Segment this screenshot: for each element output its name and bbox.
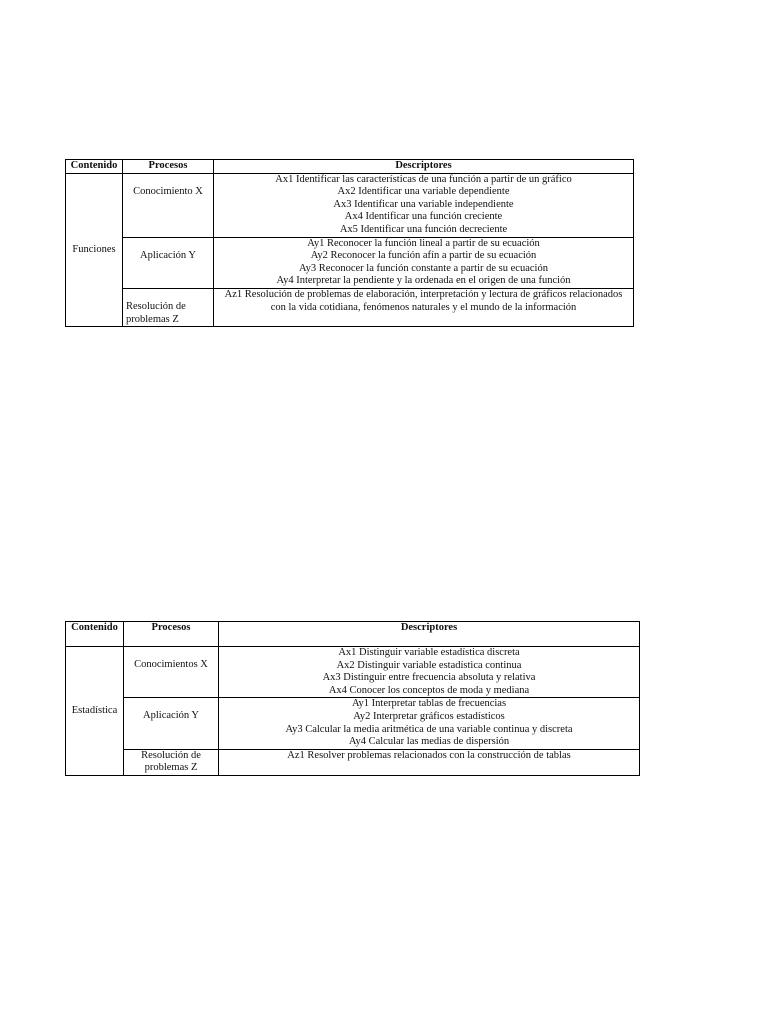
descriptor-item: Ax1 Distinguir variable estadística discreta — [338, 647, 520, 658]
table-row — [66, 173, 634, 237]
table-row — [66, 647, 640, 698]
descriptor-item: Ay3 Reconocer la función constante a partir de su ecuación — [299, 262, 548, 274]
proceso-cell: Resolución de problemas Z — [124, 749, 219, 775]
descriptores-cell — [219, 749, 640, 775]
descriptores-cell — [214, 173, 634, 237]
descriptor-item: Ax1 Identificar las características de una función a partir de un gráfico — [275, 173, 572, 185]
table-row — [66, 237, 634, 288]
descriptor-item: Ax2 Identificar una variable dependiente — [337, 186, 510, 198]
descriptor-item: Az1 Resolución de problemas de elaboración, interpretación y lectura de gráficos relacionados con la vida cotidiana, fenómenos naturales y el mundo de la información — [224, 288, 623, 313]
header-procesos: Procesos — [124, 622, 219, 647]
descriptor-item: Ax4 Conocer los conceptos de moda y mediana — [328, 684, 530, 696]
descriptor-item: Ay3 Calcular la media aritmética de una variable continua y discreta — [285, 723, 573, 735]
descriptor-item: Ay1 Interpretar tablas de frecuencias — [351, 698, 507, 710]
descriptor-item: Ax2 Distinguir variable estadística continua — [336, 659, 522, 671]
table-estadistica — [65, 621, 640, 776]
descriptores-cell — [214, 237, 634, 288]
proceso-cell: Aplicación Y — [123, 237, 214, 288]
descriptor-item: Ax4 Identificar una función creciente — [344, 211, 503, 223]
proceso-cell: Resolución de problemas Z — [123, 288, 214, 326]
descriptor-item: Ay2 Interpretar gráficos estadísticos — [353, 710, 505, 722]
table-header-row — [66, 622, 640, 647]
descriptor-item: Ax3 Identificar una variable independiente — [333, 198, 514, 210]
descriptor-item: Ay4 Interpretar la pendiente y la ordenada en el origen de una función — [276, 275, 571, 287]
descriptor-item: Ay2 Reconocer la función afín a partir de su ecuación — [310, 250, 537, 262]
proceso-cell: Aplicación Y — [124, 698, 219, 749]
descriptor-item: Ay4 Calcular las medias de dispersión — [348, 736, 510, 748]
descriptores-cell — [214, 288, 634, 326]
descriptor-item: Ax5 Identificar una función decreciente — [339, 223, 508, 235]
descriptor-item: Az1 Resolver problemas relacionados con la construcción de tablas — [287, 749, 571, 761]
table-row — [66, 288, 634, 326]
header-descriptores: Descriptores — [214, 160, 634, 174]
descriptor-item: Ax3 Distinguir entre frecuencia absoluta y relativa — [322, 672, 536, 684]
header-procesos: Procesos — [123, 160, 214, 174]
table-row — [66, 698, 640, 749]
proceso-cell: Conocimiento X — [123, 173, 214, 237]
header-contenido: Contenido — [66, 160, 123, 174]
table-funciones — [65, 159, 634, 327]
contenido-cell: Funciones — [66, 173, 123, 327]
descriptor-item: Ay1 Reconocer la función lineal a partir de su ecuación — [307, 237, 540, 249]
contenido-cell: Estadística — [66, 647, 124, 776]
descriptores-cell — [219, 698, 640, 749]
header-descriptores: Descriptores — [219, 622, 640, 647]
descriptores-cell — [219, 647, 640, 698]
table-row — [66, 749, 640, 775]
table-header-row — [66, 160, 634, 174]
proceso-cell: Conocimientos X — [124, 647, 219, 698]
header-contenido: Contenido — [66, 622, 124, 647]
